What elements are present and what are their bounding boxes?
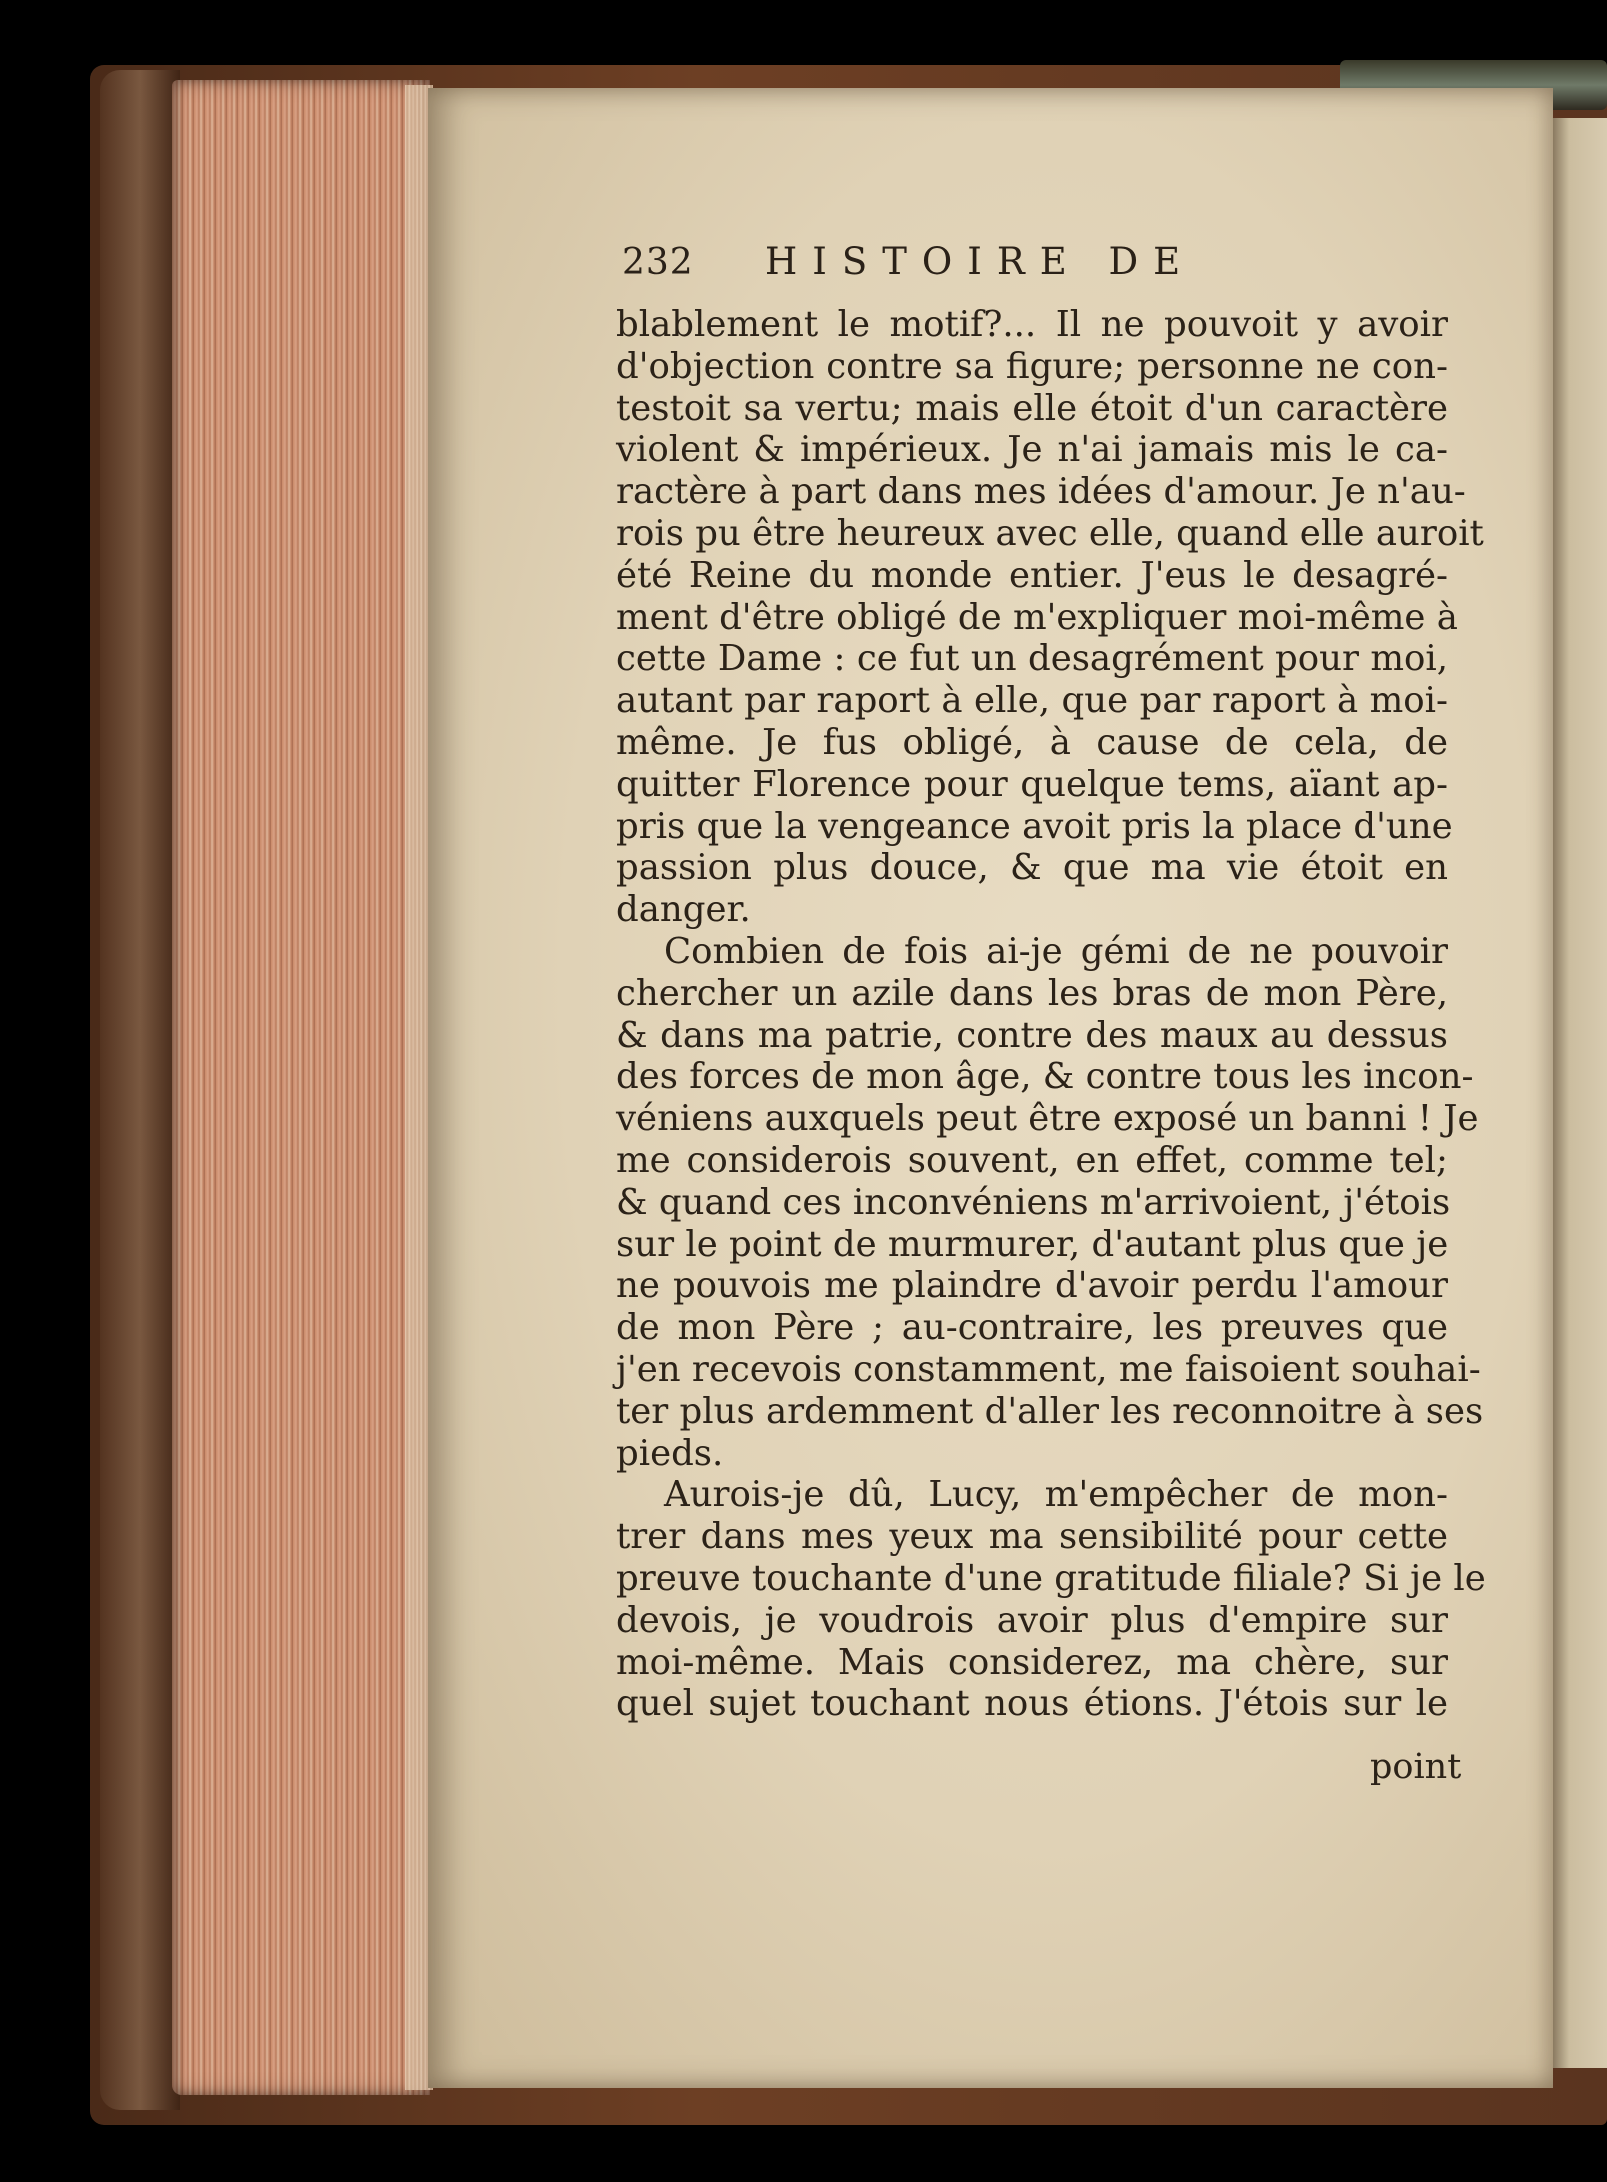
text-line: & dans ma patrie, contre des maux au dessus [616,1014,1448,1056]
text-line: autant par raport à elle, que par raport à moi- [616,680,1448,722]
text-line: d'objection contre sa figure; personne ne con- [616,345,1448,387]
text-line: de mon Père ; au-contraire, les preuves que [616,1307,1448,1349]
text-line: ne pouvois me plaindre d'avoir perdu l'amour [616,1265,1448,1307]
text-line: me considerois souvent, en effet, comme tel; [616,1139,1448,1181]
text-line: trer dans mes yeux ma sensibilité pour cette [616,1516,1448,1558]
text-line: testoit sa vertu; mais elle étoit d'un caractère [616,387,1448,429]
text-line: pieds. [616,1432,724,1474]
cover-spine [100,70,180,2110]
text-line: pris que la vengeance avoit pris la place d'une [616,805,1453,847]
body-text [616,304,1486,1725]
text-line: preuve touchante d'une gratitude filiale? Si je le [616,1557,1486,1599]
text-line: rois pu être heureux avec elle, quand elle auroit [616,512,1484,554]
text-line: passion plus douce, & que ma vie étoit en [616,847,1448,889]
text-line: des forces de mon âge, & contre tous les incon- [616,1056,1474,1098]
text-line: ment d'être obligé de m'expliquer moi-même à [616,596,1458,638]
page-number: 232 [622,242,694,283]
text-line: cette Dame : ce fut un desagrément pour moi, [616,638,1448,680]
text-line: moi-même. Mais considerez, ma chère, sur [616,1641,1448,1683]
text-line: Combien de fois ai-je gémi de ne pouvoir [664,930,1448,972]
text-line: & quand ces inconvéniens m'arrivoient, j'étois [616,1181,1451,1223]
text-line: quitter Florence pour quelque tems, aïant ap- [616,763,1448,805]
catchword: point [1370,1747,1462,1787]
text-line: violent & impérieux. Je n'ai jamais mis le ca- [616,429,1448,471]
text-line: blablement le motif?... Il ne pouvoit y avoir [616,304,1448,345]
text-line: ter plus ardemment d'aller les reconnoitre à ses [616,1390,1484,1432]
text-line: même. Je fus obligé, à cause de cela, de [616,721,1448,763]
running-title: HISTOIRE DE [765,240,1196,283]
text-line: Aurois-je dû, Lucy, m'empêcher de mon- [664,1474,1448,1516]
text-line: sur le point de murmurer, d'autant plus que je [616,1223,1449,1265]
text-line: chercher un azile dans les bras de mon Père, [616,972,1448,1014]
text-line: ractère à part dans mes idées d'amour. Je n'au- [616,471,1466,513]
text-line: quel sujet touchant nous étions. J'étois sur le [616,1683,1448,1725]
page-block-fore-edge [172,80,430,2095]
text-line: danger. [616,889,751,931]
text-line: j'en recevois constamment, me faisoient souhai- [616,1348,1481,1390]
facing-page [1553,118,1607,2068]
text-line: devois, je voudrois avoir plus d'empire sur [616,1599,1448,1641]
text-line: été Reine du monde entier. J'eus le desagré- [616,554,1448,596]
text-line: véniens auxquels peut être exposé un banni ! Je [616,1098,1479,1140]
